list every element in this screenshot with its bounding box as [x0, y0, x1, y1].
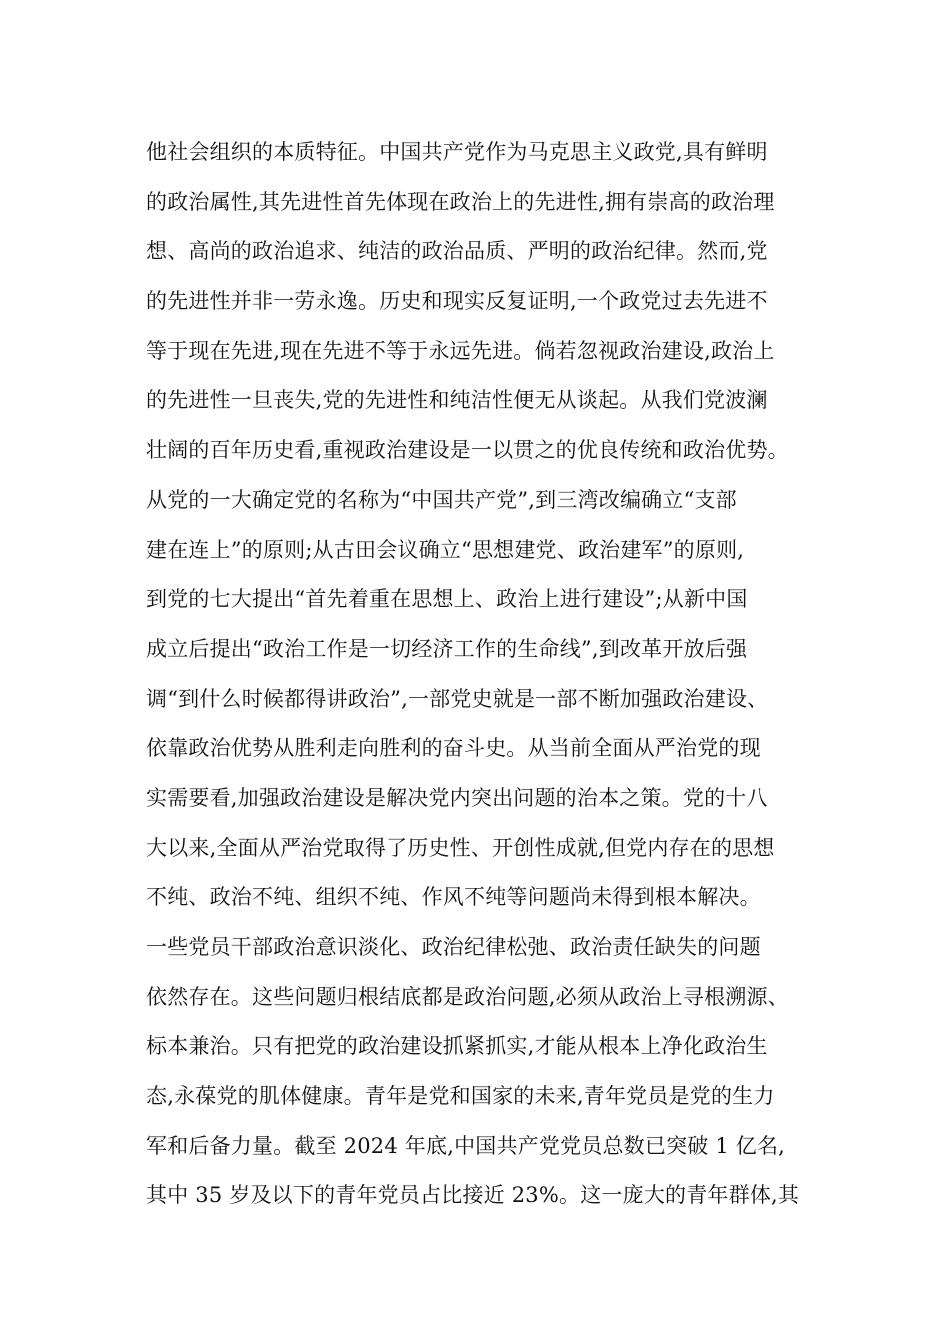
text-line: 其中 35 岁及以下的青年党员占比接近 23%。这一庞大的青年群体,其 [146, 1183, 800, 1208]
text-line: 建在连上”的原则;从古田会议确立“思想建党、政治建军”的原则, [146, 537, 745, 562]
text-line: 壮阔的百年历史看,重视政治建设是一以贯之的优良传统和政治优势。 [146, 438, 789, 463]
text-line: 成立后提出“政治工作是一切经济工作的生命线”,到改革开放后强 [146, 636, 748, 661]
text-line: 依靠政治优势从胜利走向胜利的奋斗史。从当前全面从严治党的现 [146, 736, 761, 761]
text-line: 的政治属性,其先进性首先体现在政治上的先进性,拥有崇高的政治理 [146, 189, 775, 214]
text-line: 态,永葆党的肌体健康。青年是党和国家的未来,青年党员是党的生力 [146, 1084, 775, 1109]
text-line: 标本兼治。只有把党的政治建设抓紧抓实,才能从根本上净化政治生 [146, 1034, 768, 1059]
text-line: 他社会组织的本质特征。中国共产党作为马克思主义政党,具有鲜明 [146, 140, 768, 164]
body-paragraph [146, 128, 846, 1221]
text-line: 实需要看,加强政治建设是解决党内突出问题的治本之策。党的十八 [146, 785, 768, 810]
text-line: 依然存在。这些问题归根结底都是政治问题,必须从政治上寻根溯源、 [146, 984, 789, 1009]
text-line: 从党的一大确定党的名称为“中国共产党”,到三湾改编确立“支部 [146, 487, 737, 512]
text-line: 到党的七大提出“首先着重在思想上、政治上进行建设”;从新中国 [146, 587, 748, 612]
text-line: 大以来,全面从严治党取得了历史性、开创性成就,但党内存在的思想 [146, 835, 775, 860]
text-line: 调“到什么时候都得讲政治”,一部党史就是一部不断加强政治建设、 [146, 686, 769, 711]
text-line: 军和后备力量。截至 2024 年底,中国共产党党员总数已突破 1 亿名, [146, 1133, 786, 1158]
text-line: 想、高尚的政治追求、纯洁的政治品质、严明的政治纪律。然而,党 [146, 239, 768, 264]
text-line: 一些党员干部政治意识淡化、政治纪律松弛、政治责任缺失的问题 [146, 935, 761, 959]
text-line: 的先进性一旦丧失,党的先进性和纯洁性便无从谈起。从我们党波澜 [146, 388, 768, 413]
text-line: 的先进性并非一劳永逸。历史和现实反复证明,一个政党过去先进不 [146, 289, 768, 314]
text-line: 等于现在先进,现在先进不等于永远先进。倘若忽视政治建设,政治上 [146, 338, 775, 363]
text-line: 不纯、政治不纯、组织不纯、作风不纯等问题尚未得到根本解决。 [146, 885, 761, 910]
